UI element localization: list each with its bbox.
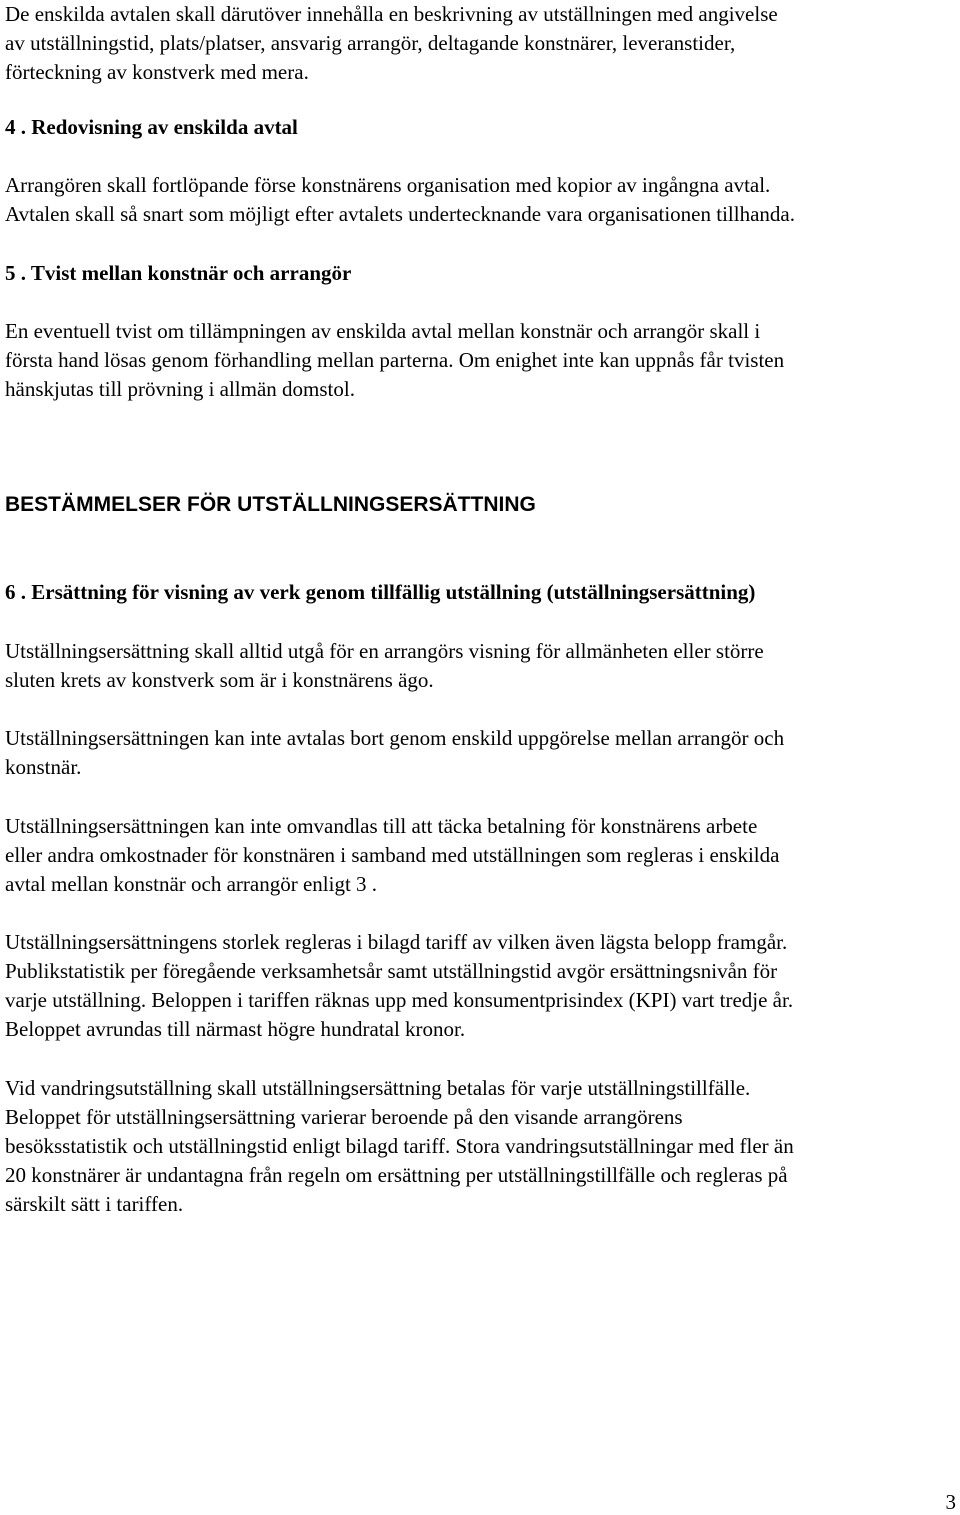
text-line: varje utställning. Beloppen i tariffen räknas upp med konsumentprisindex (KPI) vart tredje år. bbox=[5, 988, 794, 1012]
section-5-heading: 5 . Tvist mellan konstnär och arrangör bbox=[5, 261, 352, 285]
text-line: Utställningsersättningen kan inte omvandlas till att täcka betalning för konstnärens arbete bbox=[5, 814, 758, 838]
text-line: avtal mellan konstnär och arrangör enligt 3 . bbox=[5, 872, 378, 896]
section-6-paragraph-5 bbox=[5, 1074, 955, 1219]
section-6-paragraph-1 bbox=[5, 637, 955, 695]
text-line: Beloppet för utställningsersättning varierar beroende på den visande arrangörens bbox=[5, 1105, 683, 1129]
page-number: 3 bbox=[945, 1490, 956, 1514]
text-line: besöksstatistik och utställningstid enligt bilagd tariff. Stora vandringsutställningar med fler än bbox=[5, 1134, 794, 1158]
section-4-paragraph bbox=[5, 171, 955, 229]
text-line: Utställningsersättning skall alltid utgå för en arrangörs visning för allmänheten eller större bbox=[5, 639, 764, 663]
text-line: konstnär. bbox=[5, 755, 82, 779]
text-line: särskilt sätt i tariffen. bbox=[5, 1192, 184, 1216]
text-line: av utställningstid, plats/platser, ansvarig arrangör, deltagande konstnärer, leveranstider, bbox=[5, 31, 736, 55]
section-6-paragraph-2 bbox=[5, 724, 955, 782]
text-line: förteckning av konstverk med mera. bbox=[5, 60, 309, 84]
text-line: Utställningsersättningens storlek regleras i bilagd tariff av vilken även lägsta belopp framgår. bbox=[5, 930, 788, 954]
section-6-paragraph-3 bbox=[5, 812, 955, 899]
section-6-heading: 6 . Ersättning för visning av verk genom tillfällig utställning (utställningsersättning) bbox=[5, 580, 756, 604]
section-5-paragraph bbox=[5, 317, 955, 404]
text-line: Vid vandringsutställning skall utställningsersättning betalas för varje utställningstillfälle. bbox=[5, 1076, 751, 1100]
text-line: Publikstatistik per föregående verksamhetsår samt utställningstid avgör ersättningsnivån för bbox=[5, 959, 778, 983]
text-line: hänskjutas till prövning i allmän domstol. bbox=[5, 377, 355, 401]
section-6-paragraph-4 bbox=[5, 928, 955, 1044]
text-line: Avtalen skall så snart som möjligt efter avtalets undertecknande vara organisationen tillhanda. bbox=[5, 202, 795, 226]
text-line: Arrangören skall fortlöpande förse konstnärens organisation med kopior av ingångna avtal. bbox=[5, 173, 771, 197]
intro-paragraph bbox=[5, 0, 955, 87]
text-line: sluten krets av konstverk som är i konstnärens ägo. bbox=[5, 668, 434, 692]
text-line: Utställningsersättningen kan inte avtalas bort genom enskild uppgörelse mellan arrangör och bbox=[5, 726, 785, 750]
text-line: eller andra omkostnader för konstnären i samband med utställningen som regleras i enskilda bbox=[5, 843, 780, 867]
text-line: Beloppet avrundas till närmast högre hundratal kronor. bbox=[5, 1017, 466, 1041]
main-section-title: BESTÄMMELSER FÖR UTSTÄLLNINGSERSÄTTNING bbox=[5, 493, 536, 516]
section-4-heading: 4 . Redovisning av enskilda avtal bbox=[5, 115, 298, 139]
text-line: 20 konstnärer är undantagna från regeln om ersättning per utställningstillfälle och regleras på bbox=[5, 1163, 788, 1187]
text-line: De enskilda avtalen skall därutöver innehålla en beskrivning av utställningen med angivelse bbox=[5, 2, 778, 26]
text-line: första hand lösas genom förhandling mellan parterna. Om enighet inte kan uppnås får tvisten bbox=[5, 348, 785, 372]
text-line: En eventuell tvist om tillämpningen av enskilda avtal mellan konstnär och arrangör skall i bbox=[5, 319, 761, 343]
